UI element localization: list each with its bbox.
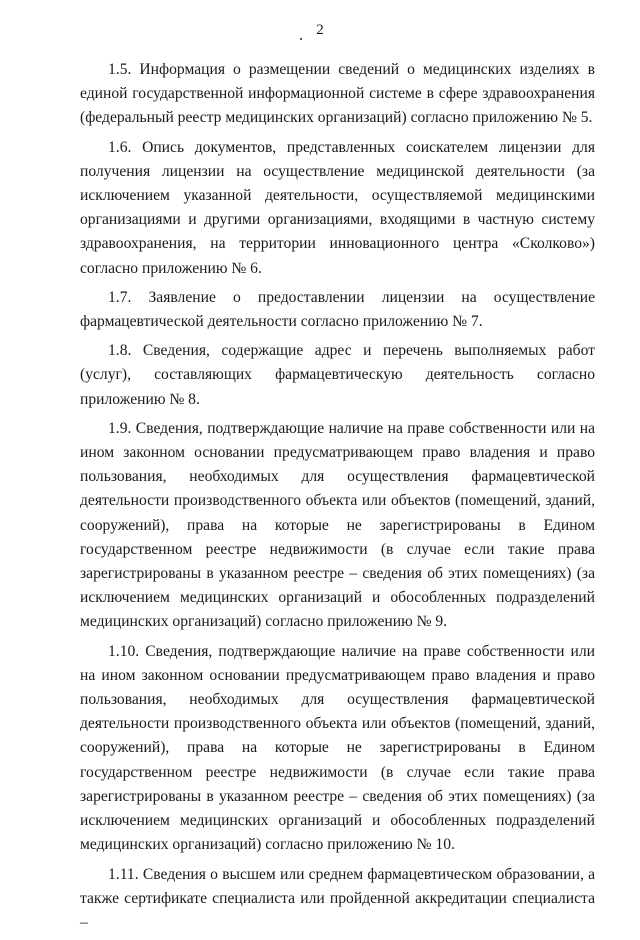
paragraph-1-11: 1.11. Сведения о высшем или среднем фармацевтическом образовании, а также сертификате специалиста или пройденной аккредитации специалиста – — [80, 865, 595, 931]
page-number: 2 — [316, 22, 324, 38]
paragraph-1-10: 1.10. Сведения, подтверждающие наличие на праве собственности или на ином законном основании предусматривающем право владения и право пользования, необходимых для осуществления фармацевтической деятельности производственного объекта или объектов (помещений, зданий, сооружений), права на которые не зарегистрированы в Едином государственном реестре недвижимости (в случае если такие права зарегистрированы в указанном реестре – сведения об этих помещениях) (за исключением медицинских организаций и обособленных подразделений медицинских организаций) согласно приложению № 10. — [80, 642, 595, 854]
document-body — [80, 58, 595, 940]
paragraph-1-9: 1.9. Сведения, подтверждающие наличие на праве собственности или на ином законном основании предусматривающем право владения и право пользования, необходимых для осуществления фармацевтической деятельности производственного объекта или объектов (помещений, зданий, сооружений), права на которые не зарегистрированы в Едином государственном реестре недвижимости (в случае если такие права зарегистрированы в указанном реестре – сведения об этих помещениях) (за исключением медицинских организаций и обособленных подразделений медицинских организаций) согласно приложению № 9. — [80, 419, 595, 631]
paragraph-1-8: 1.8. Сведения, содержащие адрес и перечень выполняемых работ (услуг), составляющих фармацевтическую деятельность согласно приложению № 8. — [80, 342, 595, 408]
paragraph-1-7: 1.7. Заявление о предоставлении лицензии на осуществление фармацевтической деятельности согласно приложению № 7. — [80, 288, 595, 331]
paragraph-1-5: 1.5. Информация о размещении сведений о медицинских изделиях в единой государственной информационной системе в сфере здравоохранения (федеральный реестр медицинских организаций) согласно приложению № 5. — [80, 61, 595, 127]
scan-artifact-dot — [300, 38, 302, 40]
paragraph-1-6: 1.6. Опись документов, представленных соискателем лицензии для получения лицензии на осуществление медицинской деятельности (за исключением указанной деятельности, осуществляемой медицинскими организациями и другими организациями, входящими в частную систему здравоохранения, на территории инновационного центра «Сколково») согласно приложению № 6. — [80, 138, 595, 277]
